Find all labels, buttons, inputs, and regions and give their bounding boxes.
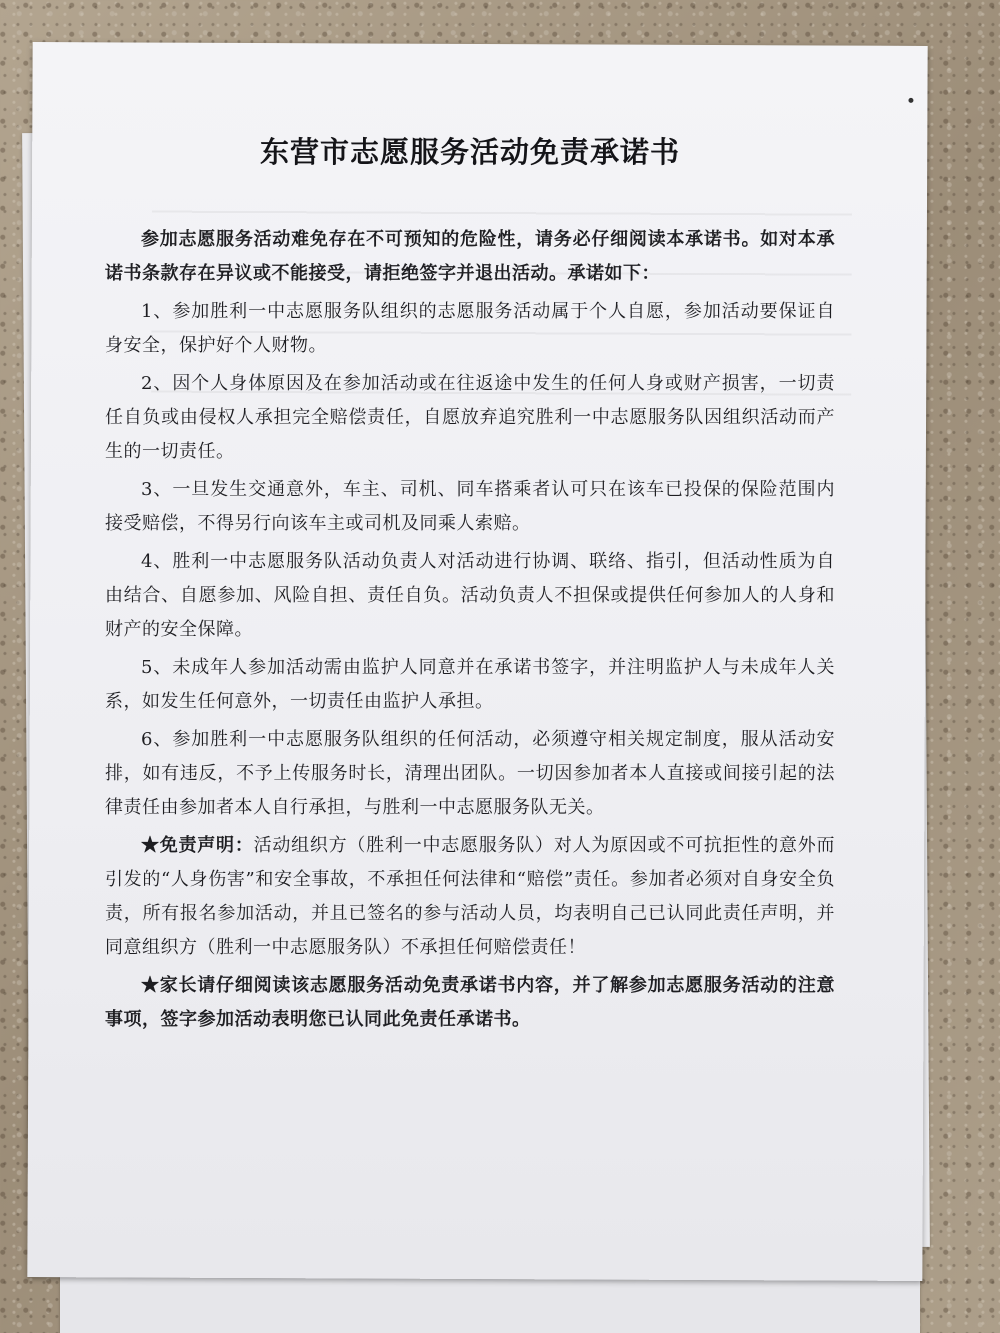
clause-4: 4、胜利一中志愿服务队活动负责人对活动进行协调、联络、指引，但活动性质为自由结合、自愿参加、风险自担、责任自负。活动负责人不担保或提供任何参加人的人身和财产的安全保障。 [105, 551, 835, 640]
clause-3: 3、一旦发生交通意外，车主、司机、同车搭乘者认可只在该车已投保的保险范围内接受赔偿，不得另行向该车主或司机及同乘人索赔。 [105, 479, 835, 534]
disclaimer-paragraph [105, 829, 835, 965]
clause-1: 1、参加胜利一中志愿服务队组织的志愿服务活动属于个人自愿，参加活动要保证自身安全，保护好个人财物。 [105, 301, 835, 356]
disclaimer-text: 活动组织方（胜利一中志愿服务队）对人为原因或不可抗拒性的意外而引发的“人身伤害”和安全事故，不承担任何法律和“赔偿”责任。参加者必须对自身安全负责，所有报名参加活动，并且已签名的参与活动人员，均表明自己已认同此责任声明，并同意组织方（胜利一中志愿服务队）不承担任何赔偿责任！ [105, 835, 836, 958]
document-title: 东营市志愿服务活动免责承诺书 [259, 135, 680, 169]
punch-hole [908, 98, 913, 103]
document-body [105, 130, 835, 1041]
intro-paragraph: 参加志愿服务活动难免存在不可预知的危险性，请务必仔细阅读本承诺书。如对本承诺书条款存在异议或不能接受，请拒绝签字并退出活动。承诺如下： [105, 229, 835, 284]
parent-note: ★家长请仔细阅读该志愿服务活动免责承诺书内容，并了解参加志愿服务活动的注意事项，签字参加活动表明您已认同此免责任承诺书。 [105, 975, 835, 1030]
clause-6: 6、参加胜利一中志愿服务队组织的任何活动，必须遵守相关规定制度，服从活动安排，如有违反，不予上传服务时长，清理出团队。一切因参加者本人直接或间接引起的法律责任由参加者本人自行承担，与胜利一中志愿服务队无关。 [105, 729, 835, 818]
clause-5: 5、未成年人参加活动需由监护人同意并在承诺书签字，并注明监护人与未成年人关系，如发生任何意外，一切责任由监护人承担。 [105, 657, 835, 712]
disclaimer-lead: ★免责声明： [141, 835, 254, 856]
clause-2: 2、因个人身体原因及在参加活动或在往返途中发生的任何人身或财产损害，一切责任自负或由侵权人承担完全赔偿责任，自愿放弃追究胜利一中志愿服务队因组织活动而产生的一切责任。 [105, 373, 835, 462]
